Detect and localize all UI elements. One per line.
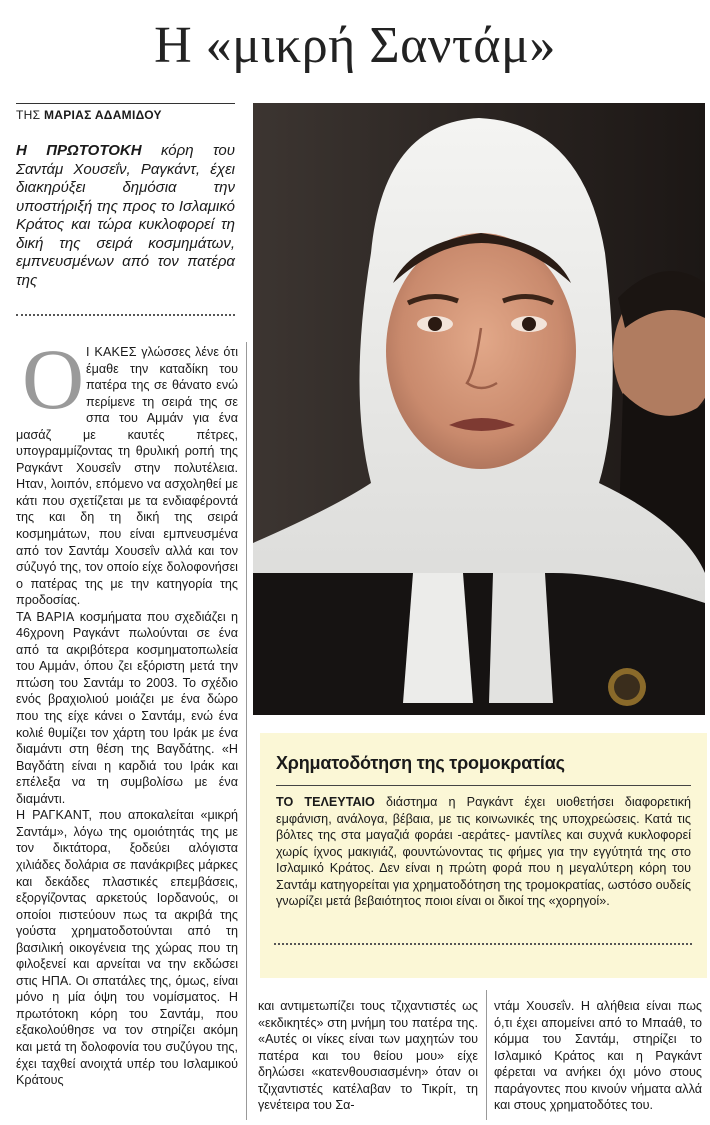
paragraph-3-lead: Η ΡΑΓΚΑΝΤ, <box>16 808 93 823</box>
paragraph-3 <box>16 807 238 1088</box>
byline-prefix: ΤΗΣ <box>16 108 41 122</box>
paragraph-2-lead: ΤΑ ΒΑΡΙΑ <box>16 609 75 624</box>
lede <box>16 142 235 290</box>
byline <box>16 103 235 125</box>
sidebar-text <box>276 794 691 910</box>
article-column-1 <box>16 331 238 1089</box>
column-rule <box>486 990 487 1120</box>
portrait-photo <box>253 103 705 715</box>
sidebar-lead: ΤΟ ΤΕΛΕΥΤΑΙΟ <box>276 795 375 809</box>
column-3-text: ντάμ Χουσεΐν. Η αλήθεια είναι πως ό,τι έχει απομείνει από το Μπαάθ, το κόμμα του Σαντάμ, στηρίζει το Ισλαμικό Κράτος και η Ραγκάντ φέρεται να ανήκει όχι μόνο στους παράγοντες που κινούν νήματα αλλά και στους χρηματοδότες του. <box>494 999 702 1113</box>
paragraph-2 <box>16 609 238 808</box>
sidebar-body: διάστημα η Ραγκάντ έχει υιοθετήσει διαφορετική εμφάνιση, ανάλογα, βέβαια, με τις κοινωνικές της υποχρεώσεις. Κατά τις βόλτες της στα μαγαζιά φοράει -αεράτες- μαντίλες και συχνά κυκλοφορεί χωρίς ίχνος μακιγιάζ, φουντώνοντας τις φήμες για την εγγύτητά της στο Ισλαμικό Κράτος. Δεν είναι η πρώτη φορά που η μεγαλύτερη κόρη του Σαντάμ κατηγορείται για χρηματοδότηση της τρομοκρατίας, ωστόσο ουδείς γνωρίζει μετά βεβαιότητος ποιοι είναι οι δικοί της «χορηγοί». <box>276 795 691 908</box>
lede-lead: Η ΠΡΩΤΟΤΟΚΗ <box>16 142 142 159</box>
column-2-text: και αντιμετωπίζει τους τζιχαντιστές ως «εκδικητές» στη μνήμη του πατέρα της. «Αυτές οι νίκες είναι των μαχητών του πατέρα και του θείου μου» είχε δηλώσει «κατενθουσιασμένη» όταν οι τζιχαντιστές κατέλαβαν το Τικρίτ, τη γενέτειρα του Σα- <box>258 999 478 1113</box>
article-column-3 <box>494 998 702 1114</box>
paragraph-3-text: που αποκαλείται «μικρή Σαντάμ», λόγω της ομοιότητάς της με τον δικτάτορα, ξοδεύει αλόγιστα χιλιάδες δολάρια σε πανάκριβες μάρκες και δεκάδες πλαστικές επεμβάσεις, εξοργίζοντας αρκετούς Ιορδανούς, οι οποίοι πιστεύουν πως τα ακριβά της γούστα χρηματοδοτούνται από τη βασιλική οικογένεια της χώρας που τη φιλοξενεί και αρνείται να την εκδώσει στις ΗΠΑ. Οι σπατάλες της, όμως, είναι μόνο η μία όψη του νομίσματος. Η πρωτότοκη κόρη του Σαντάμ, που εξακολούθησε να τον στηρίζει ακόμη και μετά τη δολοφονία του συζύγου της, έχει ταχθεί ανοιχτά υπέρ του Ισλαμικού Κράτους <box>16 808 238 1088</box>
paragraph-1-lead: Ι ΚΑΚΕΣ <box>86 345 137 359</box>
sidebar-box <box>260 733 707 978</box>
article-column-2 <box>258 998 478 1114</box>
sidebar-dotted-divider <box>274 943 692 945</box>
byline-author: ΜΑΡΙΑΣ ΑΔΑΜΙΔΟΥ <box>43 108 162 122</box>
drop-cap: Ο <box>22 331 85 427</box>
paragraph-1-text: γλώσσες λένε ότι έμαθε την καταδίκη του πατέρα της σε θάνατο ενώ περίμενε τη σειρά της σε σπα του Αμμάν για ένα μασάζ με καυτές πέτρες, υπογραμμίζοντας τη θρυλική ροπή της Ραγκάντ Χουσεΐν στην πολυτέλεια. Ηταν, λοιπόν, επόμενο να ασχοληθεί με κάτι που σχετίζεται με τα ενδιαφέροντά της και δη τη δική της σειρά κοσμημάτων, που είναι εμπνευσμένα από τον Σαντάμ Χουσεΐν αλλά και τον σύζυγό της, τον οποίο είχε δολοφονήσει ο πατέρας της με την κατηγορία της προδοσίας. <box>16 345 238 608</box>
portrait-photo-icon <box>253 103 705 715</box>
sidebar-rule <box>276 785 691 786</box>
paragraph-2-text: κοσμήματα που σχεδιάζει η 46χρονη Ραγκάντ πωλούνται σε ένα από τα ακριβότερα κοσμηματοπωλεία του Αμμάν, όπου ζει εξόριστη μετά την πτώση του Σαντάμ το 2003. Το σχέδιο ενός βραχιολιού μοιάζει με ένα δώρο που της είχε κάνει ο Σαντάμ, ενώ ένα κολιέ θυμίζει τον χάρτη του Ιράκ με ένα διαμάντι στη θέση της Βαγδάτης. «Η Βαγδάτη είναι η καρδιά του Ιράκ και επέλεξα να τη συμβολίσω με ένα διαμάντι. <box>16 609 238 806</box>
column-rule <box>246 342 247 1120</box>
sidebar-title: Χρηματοδότηση της τρομοκρατίας <box>276 753 565 773</box>
lede-text: κόρη του Σαντάμ Χουσεΐν, Ραγκάντ, έχει διακηρύξει δημόσια την υποστήριξή της προς το Ισλαμικό Κράτος και τώρα κυκλοφορεί τη δική της σειρά κοσμημάτων, εμπνευσμένων από τον πατέρα της <box>16 142 235 289</box>
headline: Η «μικρή Σαντάμ» <box>154 17 556 74</box>
dotted-divider <box>16 314 235 316</box>
